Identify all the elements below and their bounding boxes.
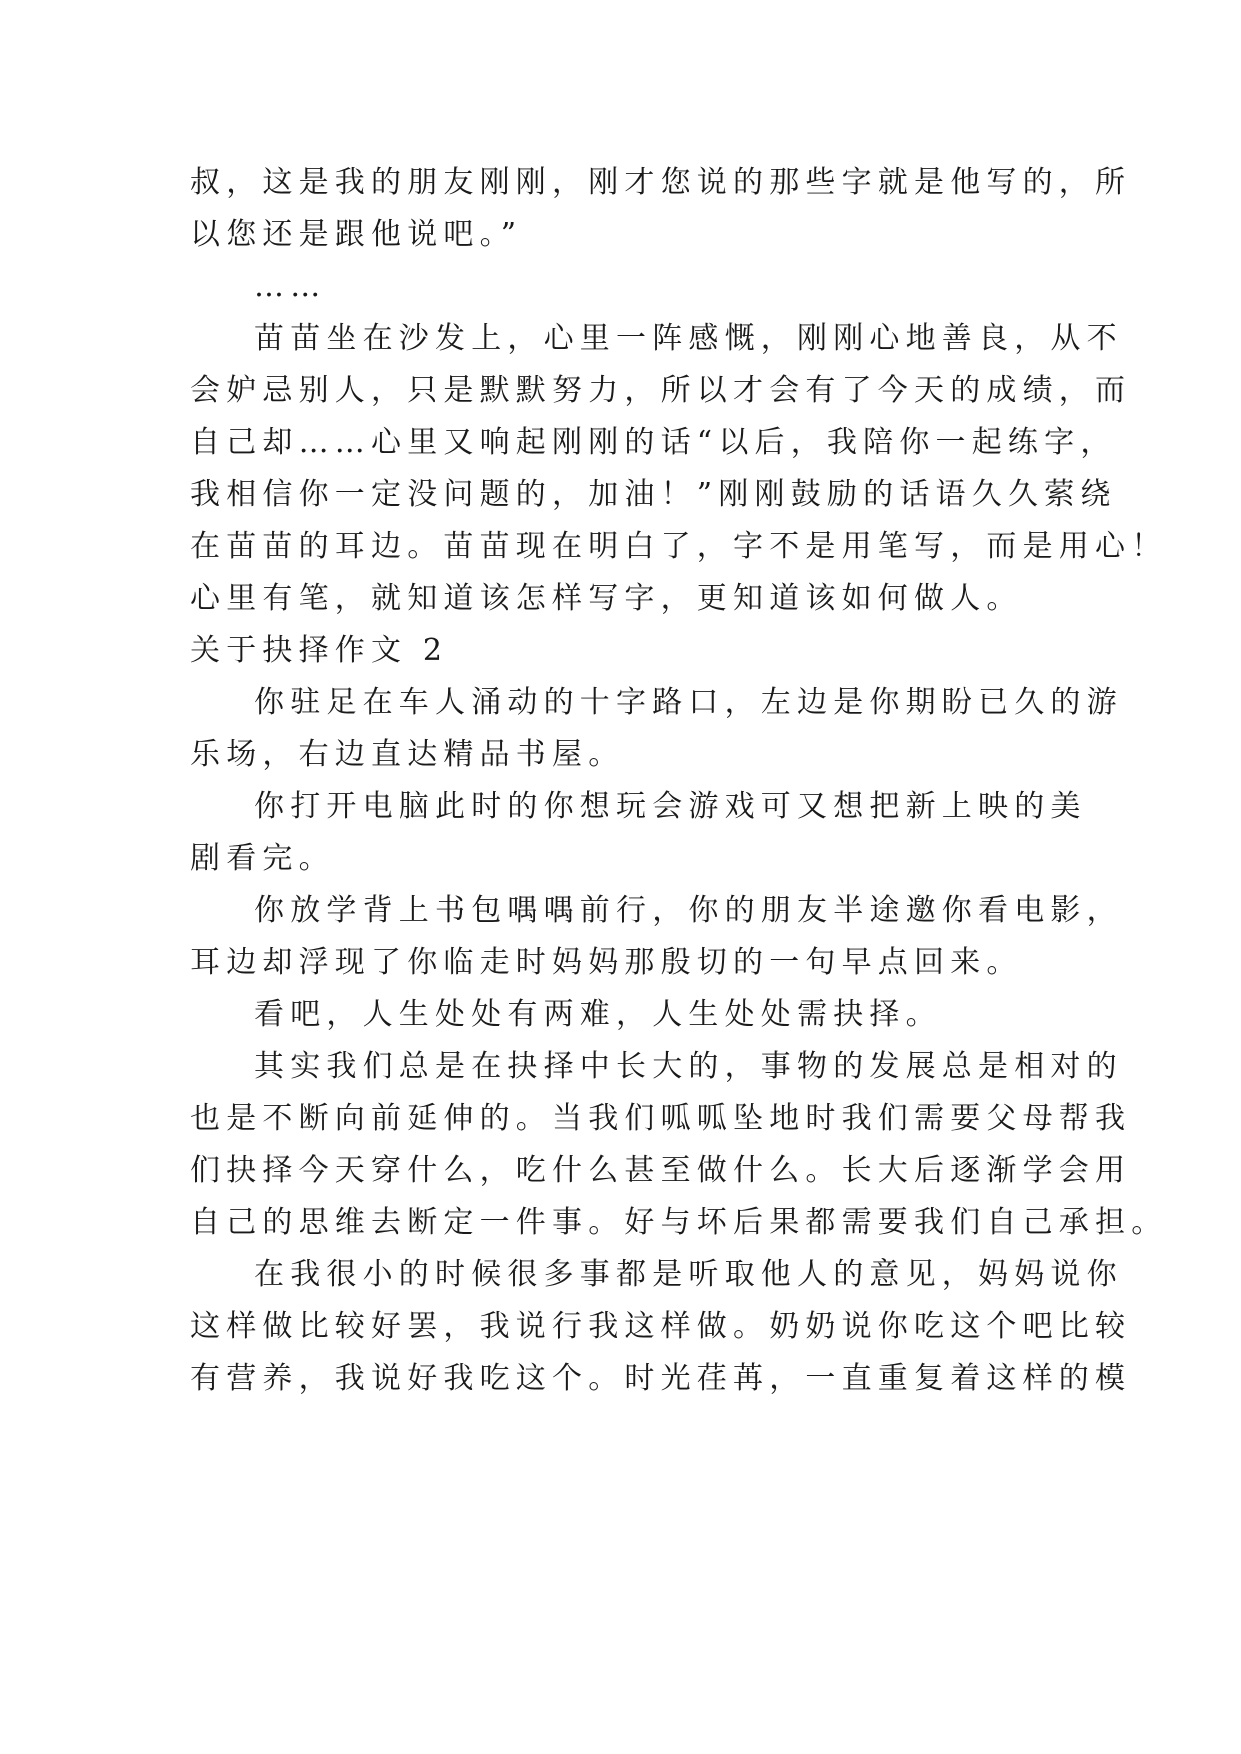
text-line: 也是不断向前延伸的。当我们呱呱坠地时我们需要父母帮我: [190, 1101, 1132, 1136]
text-line: 乐场，右边直达精品书屋。: [190, 737, 625, 772]
text-line: 叔，这是我的朋友刚刚，刚才您说的那些字就是他写的，所: [190, 165, 1132, 200]
text-line: 这样做比较好罢，我说行我这样做。奶奶说你吃这个吧比较: [190, 1309, 1132, 1344]
text-line: 你驻足在车人涌动的十字路口，左边是你期盼已久的游: [254, 685, 1123, 720]
text-line: 耳边却浮现了你临走时妈妈那殷切的一句早点回来。: [190, 945, 1023, 980]
section-heading: 关于抉择作文 2: [190, 633, 449, 668]
text-line: 你放学背上书包喁喁前行，你的朋友半途邀你看电影，: [254, 893, 1123, 928]
text-line: 剧看完。: [190, 841, 335, 876]
text-line: 会妒忌别人，只是默默努力，所以才会有了今天的成绩，而: [190, 373, 1132, 408]
text-line: 其实我们总是在抉择中长大的，事物的发展总是相对的: [254, 1049, 1123, 1084]
text-line: 有营养，我说好我吃这个。时光荏苒，一直重复着这样的模: [190, 1361, 1132, 1396]
text-line: 在苗苗的耳边。苗苗现在明白了，字不是用笔写，而是用心！: [190, 529, 1168, 564]
text-line: 你打开电脑此时的你想玩会游戏可又想把新上映的美: [254, 789, 1087, 824]
text-line: 苗苗坐在沙发上，心里一阵感慨，刚刚心地善良，从不: [254, 321, 1123, 356]
ellipsis-line: ……: [254, 269, 327, 304]
text-line: 在我很小的时候很多事都是听取他人的意见，妈妈说你: [254, 1257, 1123, 1292]
text-line: 看吧，人生处处有两难，人生处处需抉择。: [254, 997, 942, 1032]
text-line: 我相信你一定没问题的，加油！”刚刚鼓励的话语久久萦绕: [190, 477, 1117, 512]
text-line: 自己的思维去断定一件事。好与坏后果都需要我们自己承担。: [190, 1205, 1168, 1240]
text-line: 以您还是跟他说吧。”: [190, 217, 523, 252]
text-line: 心里有笔，就知道该怎样写字，更知道该如何做人。: [190, 581, 1023, 616]
text-line: 们抉择今天穿什么，吃什么甚至做什么。长大后逐渐学会用: [190, 1153, 1132, 1188]
text-line: 自己却……心里又响起刚刚的话“以后，我陪你一起练字，: [190, 425, 1117, 460]
